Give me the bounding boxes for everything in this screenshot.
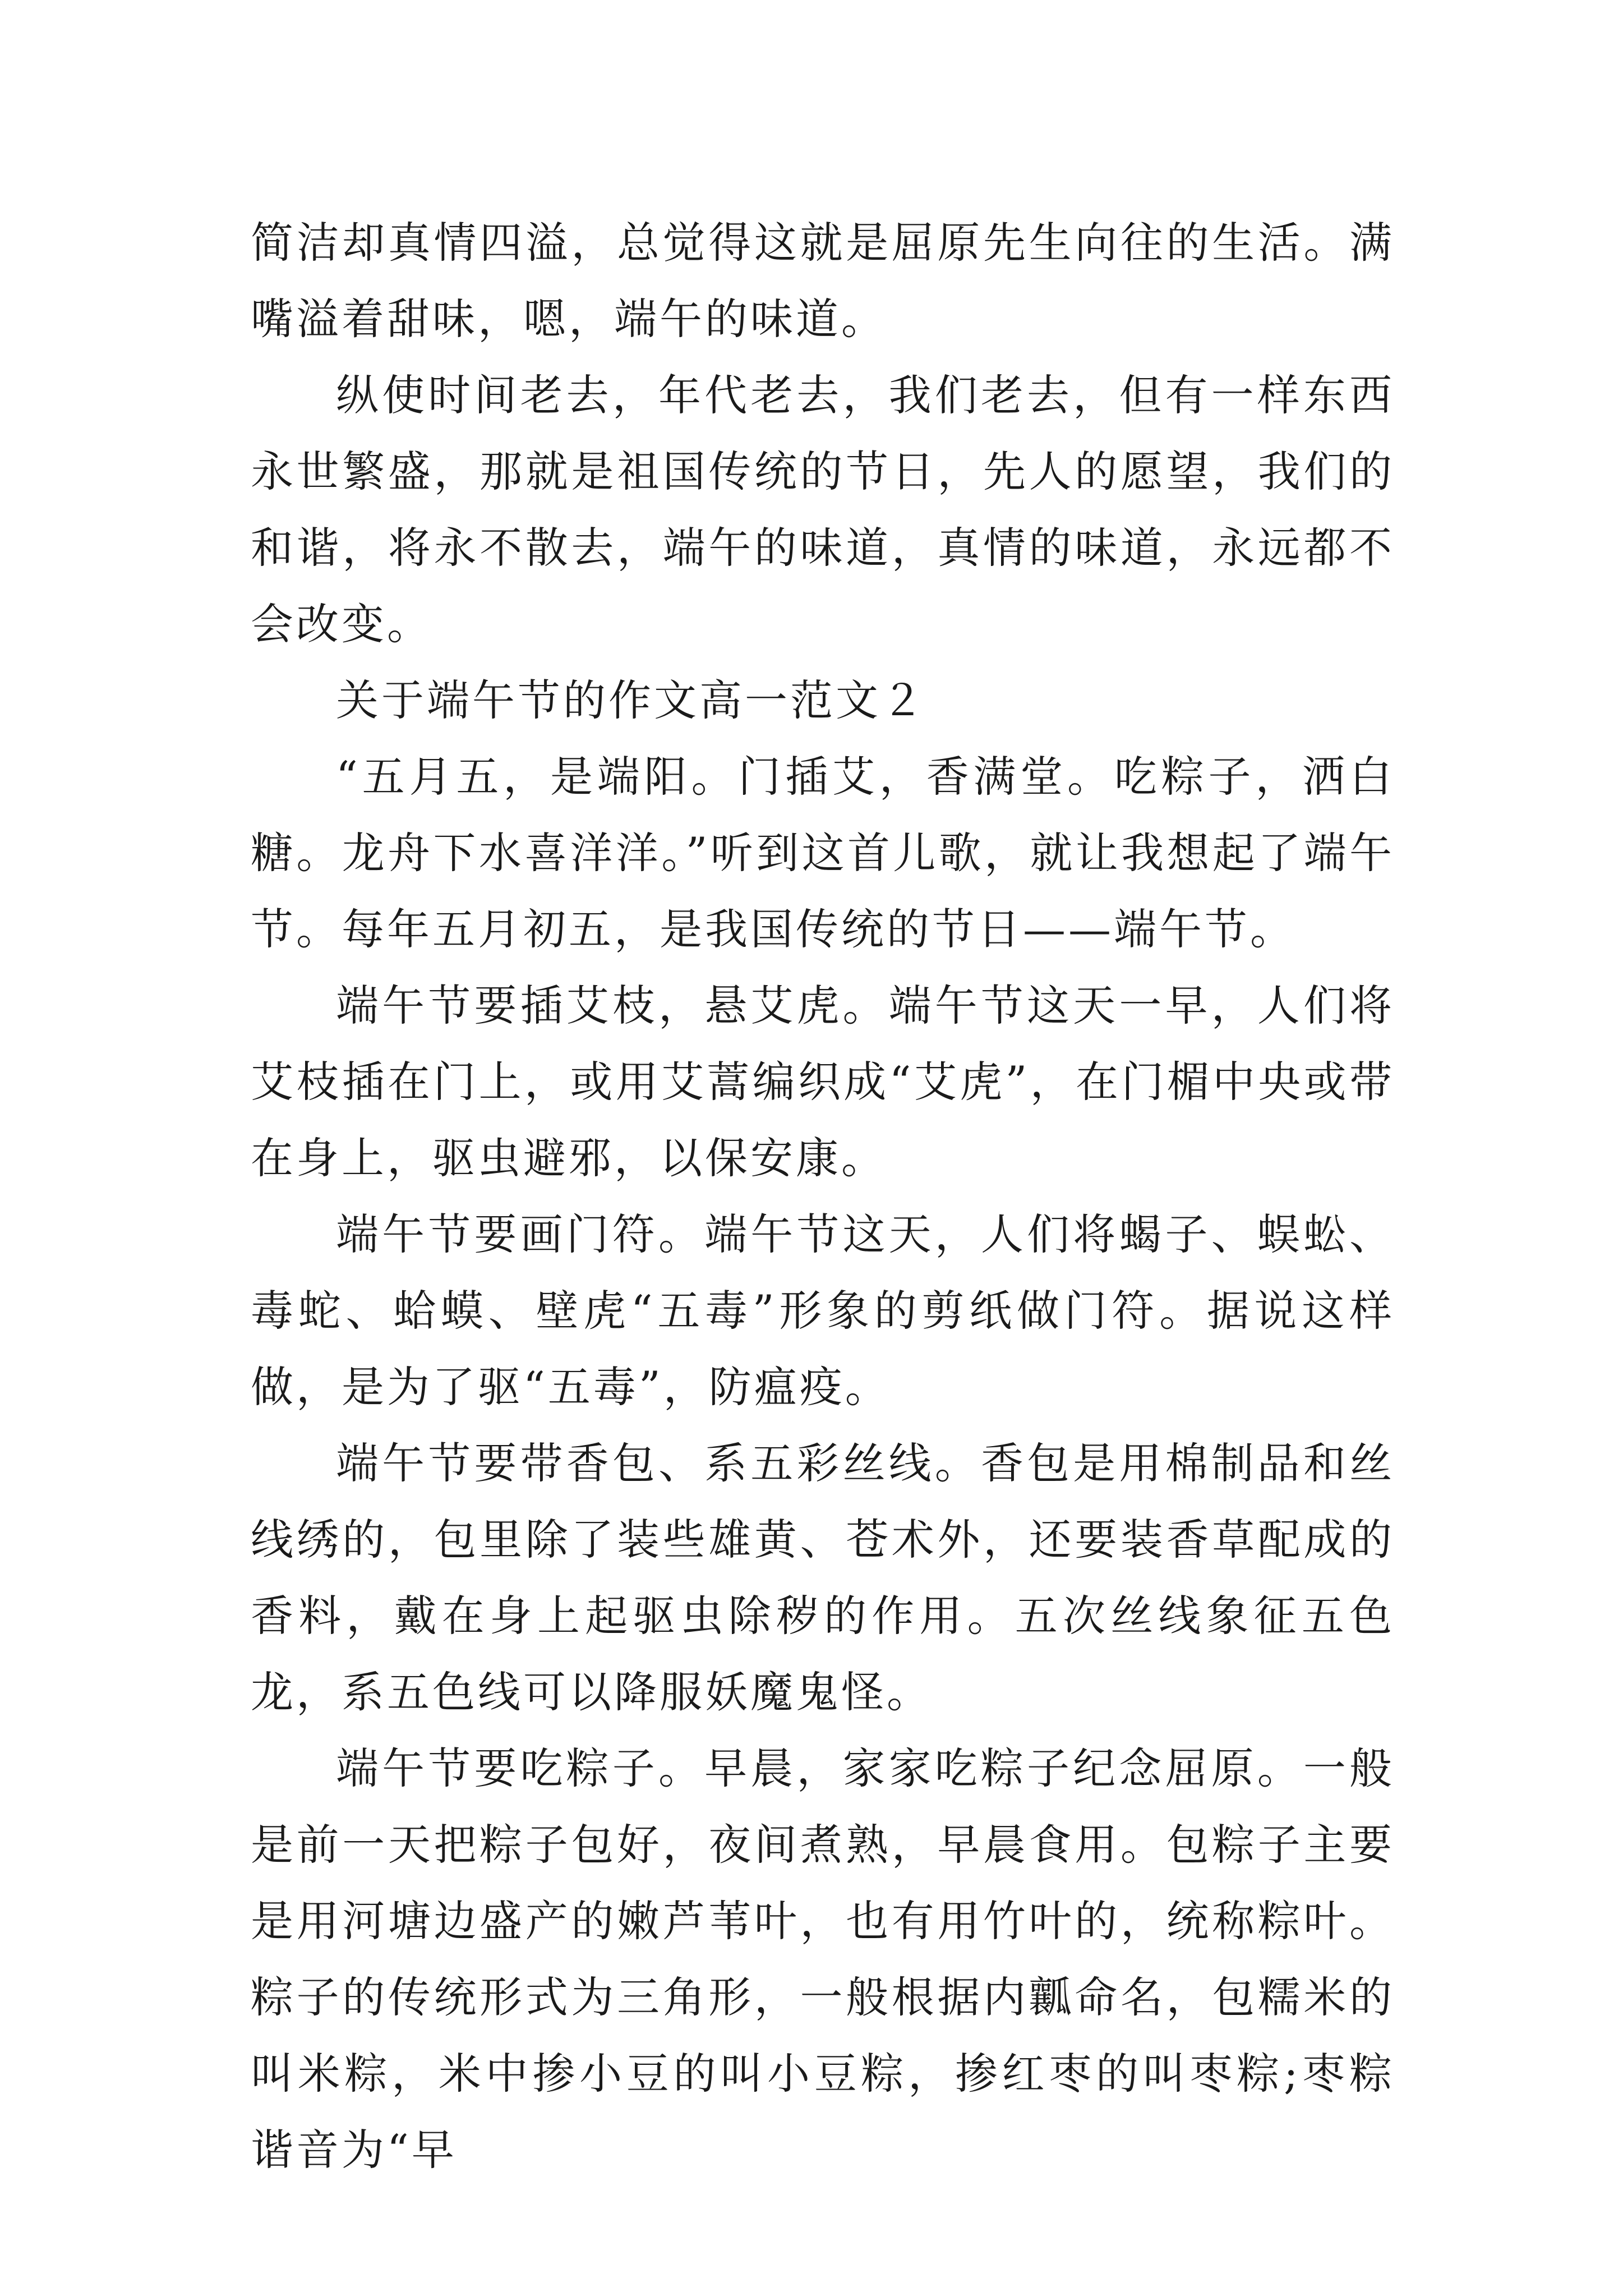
paragraph: 纵使时间老去，年代老去，我们老去，但有一样东西永世繁盛，那就是祖国传统的节日，先人的愿望，我们的和谐，将永不散去，端午的味道，真情的味道，永远都不会改变。: [251, 370, 1395, 649]
paragraph: “五月五，是端阳。门插艾，香满堂。吃粽子，洒白糖。龙舟下水喜洋洋。”听到这首儿歌，就让我想起了端午节。每年五月初五，是我国传统的节日——端午节。: [251, 752, 1395, 954]
paragraph: 端午节要带香包、系五彩丝线。香包是用棉制品和丝线绣的，包里除了装些雄黄、苍术外，还要装香草配成的香料，戴在身上起驱虫除秽的作用。五次丝线象征五色龙，系五色线可以降服妖魔鬼怪。: [251, 1438, 1395, 1717]
section-heading: 关于端午节的作文高一范文２: [336, 675, 926, 725]
paragraph: 端午节要画门符。端午节这天，人们将蝎子、蜈蚣、毒蛇、蛤蟆、壁虎“五毒”形象的剪纸做门符。据说这样做，是为了驱“五毒”，防瘟疫。: [251, 1209, 1395, 1412]
paragraph: 端午节要插艾枝，悬艾虎。端午节这天一早，人们将艾枝插在门上，或用艾蒿编织成“艾虎”，在门楣中央或带在身上，驱虫避邪，以保安康。: [251, 981, 1395, 1183]
paragraph: 端午节要吃粽子。早晨，家家吃粽子纪念屈原。一般是前一天把粽子包好，夜间煮熟，早晨食用。包粽子主要是用河塘边盛产的嫩芦苇叶，也有用竹叶的，统称粽叶。粽子的传统形式为三角形，一般根据内瓤命名，包糯米的叫米粽，米中掺小豆的叫小豆粽，掺红枣的叫枣粽;枣粽谐音为“早: [251, 1743, 1395, 2175]
paragraph: 简洁却真情四溢，总觉得这就是屈原先生向往的生活。满嘴溢着甜味，嗯，端午的味道。: [251, 218, 1395, 344]
document-body: [251, 205, 1395, 2188]
